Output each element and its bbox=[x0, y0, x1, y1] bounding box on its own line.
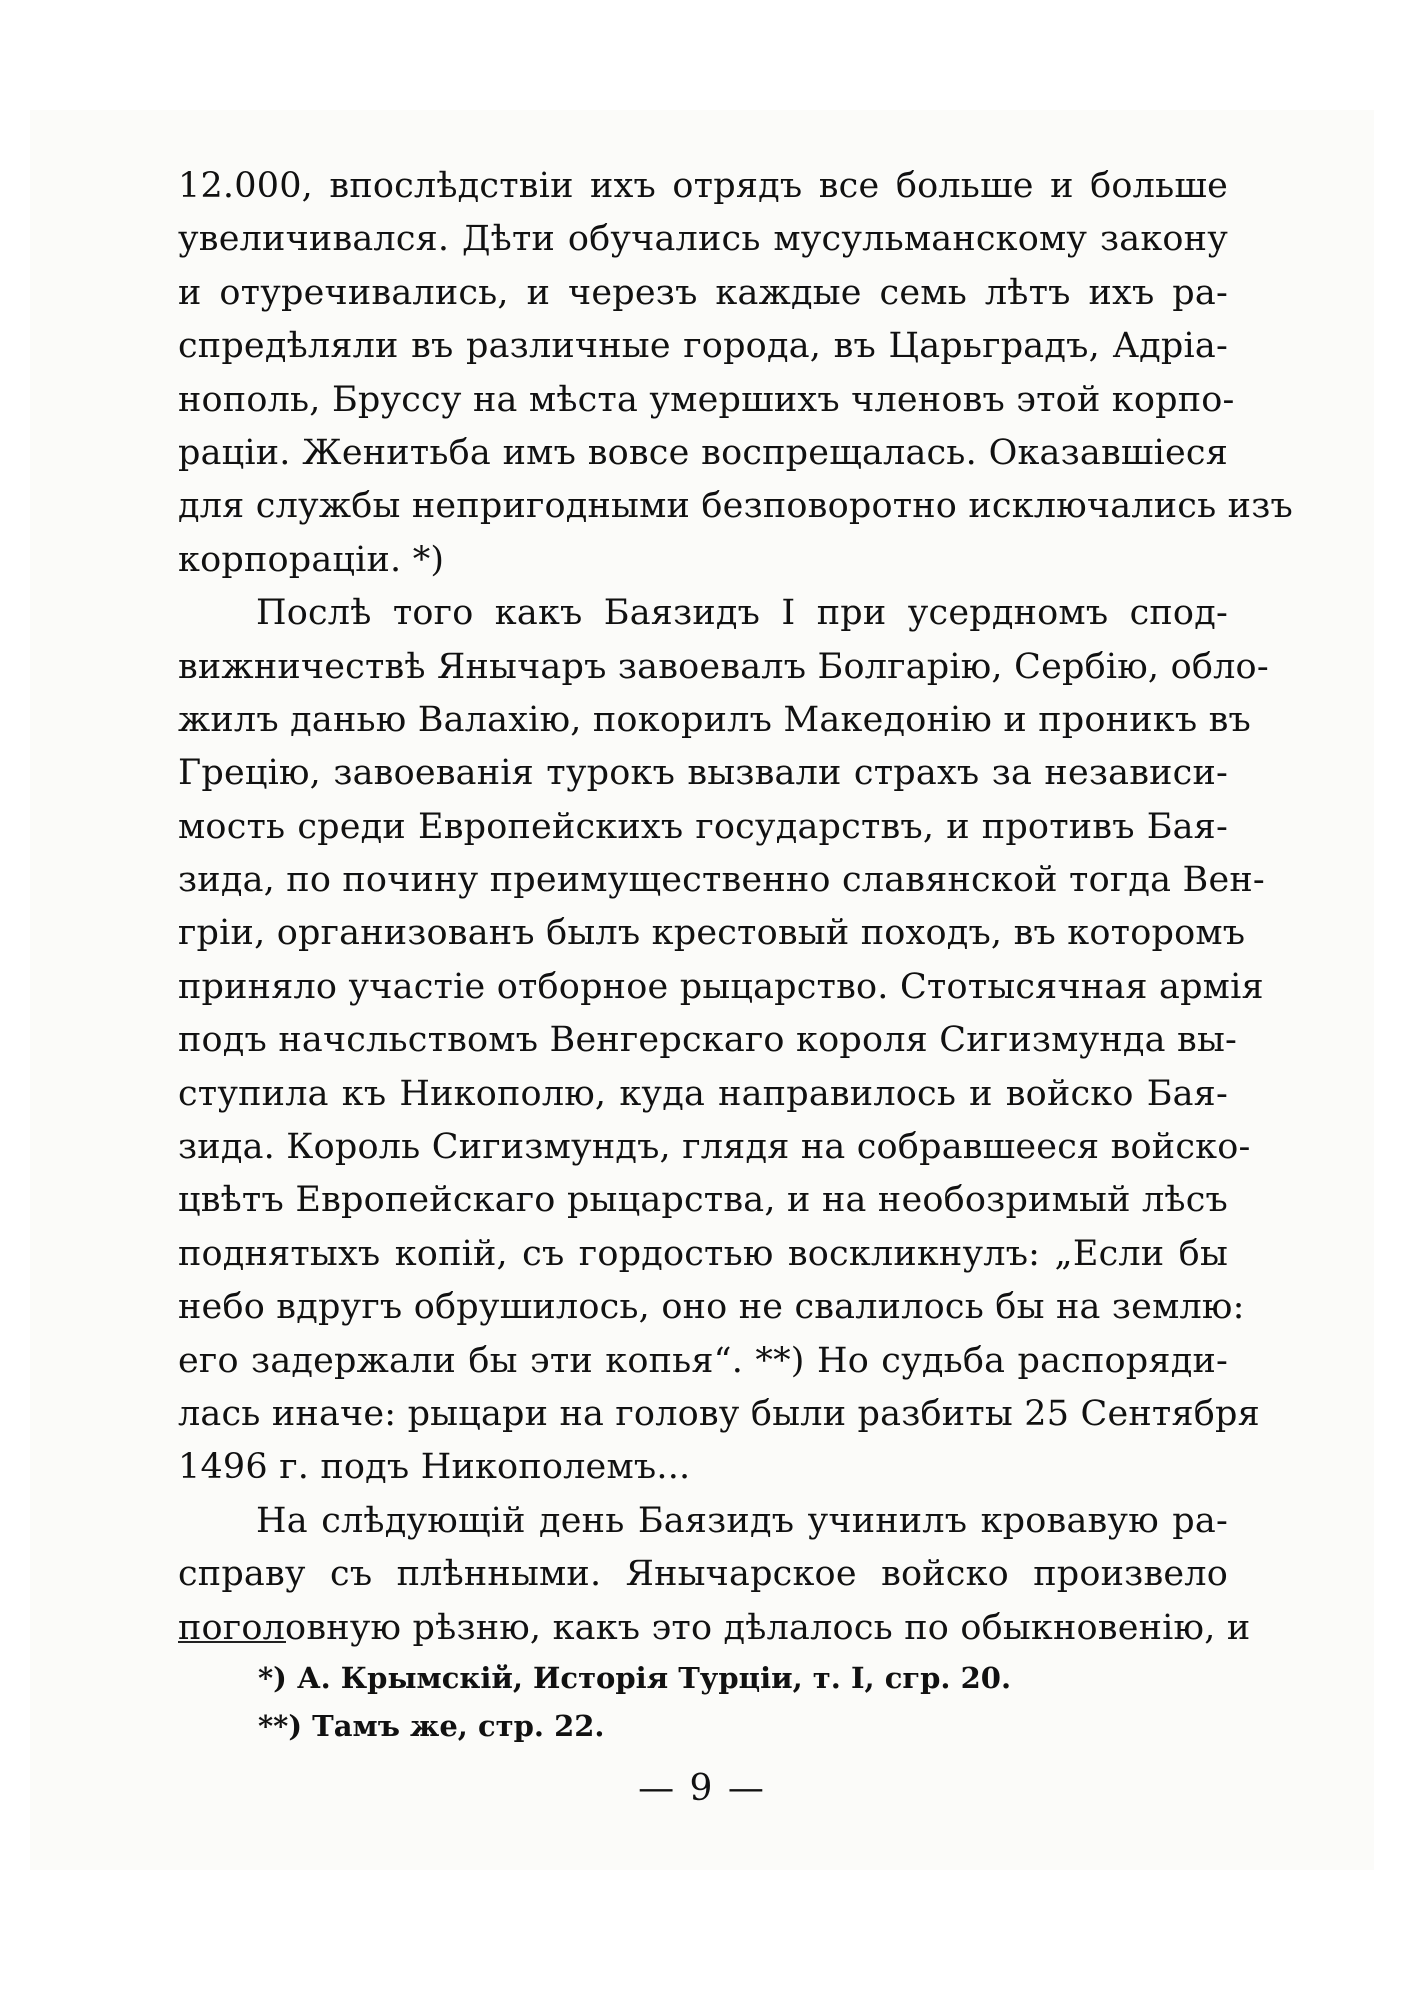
text-line: цвѣтъ Европейскаго рыцарства, и на необозримый лѣсъ bbox=[178, 1180, 1228, 1221]
text-line: подъ начсльствомъ Венгерскаго короля Сигизмунда вы- bbox=[178, 1020, 1238, 1061]
text-line: его задержали бы эти копья“. **) Но судьба распоряди- bbox=[178, 1340, 1228, 1381]
text-line: раціи. Женитьба имъ вовсе воспрещалась. Оказавшіеся bbox=[178, 432, 1228, 473]
page-number: — 9 — bbox=[638, 1768, 766, 1809]
text-line: спредѣляли въ различные города, въ Царьградъ, Адріа- bbox=[178, 326, 1228, 367]
footnote: **) Тамъ же, стр. 22. bbox=[258, 1709, 605, 1743]
text-line: жилъ данью Валахію, покорилъ Македонію и проникъ въ bbox=[178, 699, 1251, 740]
text-line: справу съ плѣнными. Янычарское войско произвело bbox=[178, 1554, 1228, 1595]
text-line: нополь, Бруссу на мѣста умершихъ членовъ этой корпо- bbox=[178, 379, 1235, 420]
text-line: и отуречивались, и черезъ каждые семь лѣтъ ихъ ра- bbox=[178, 272, 1228, 313]
text-line: ступила къ Никополю, куда направилось и войско Бая- bbox=[178, 1073, 1228, 1114]
text-line: зида, по почину преимущественно славянской тогда Вен- bbox=[178, 860, 1265, 901]
text-line: поголовную рѣзню, какъ это дѣлалось по обыкновенію, и bbox=[178, 1607, 1251, 1648]
text-line: На слѣдующій день Баязидъ учинилъ кровавую ра- bbox=[256, 1500, 1228, 1541]
footnote: *) А. Крымскій, Исторія Турціи, т. I, сгр. 20. bbox=[258, 1661, 1012, 1695]
text-line: мость среди Европейскихъ государствъ, и противъ Бая- bbox=[178, 806, 1228, 847]
text-line: гріи, организованъ былъ крестовый походъ, въ которомъ bbox=[178, 913, 1246, 954]
text-line: Послѣ того какъ Баязидъ I при усердномъ спод- bbox=[256, 593, 1228, 634]
footnotes bbox=[258, 1654, 1158, 1750]
text-line: увеличивался. Дѣти обучались мусульманскому закону bbox=[178, 219, 1228, 260]
text-line: вижничествѣ Янычаръ завоевалъ Болгарію, Сербію, обло- bbox=[178, 646, 1269, 687]
text-line: небо вдругъ обрушилось, оно не свалилось бы на землю: bbox=[178, 1287, 1245, 1328]
footnote-divider bbox=[178, 1641, 286, 1643]
text-line: корпораціи. *) bbox=[178, 539, 445, 580]
text-line: 1496 г. подъ Никополемъ... bbox=[178, 1447, 691, 1488]
text-line: 12.000, впослѣдствіи ихъ отрядъ все больше и больше bbox=[178, 166, 1228, 206]
text-line: поднятыхъ копій, съ гордостью воскликнулъ: „Если бы bbox=[178, 1233, 1228, 1274]
body-text bbox=[178, 160, 1293, 1655]
text-line: зида. Король Сигизмундъ, глядя на собравшееся войско- bbox=[178, 1127, 1251, 1168]
text-line: для службы непригодными безповоротно исключались изъ bbox=[178, 486, 1293, 527]
text-line: приняло участіе отборное рыцарство. Стотысячная армія bbox=[178, 966, 1264, 1007]
text-line: Грецію, завоеванія турокъ вызвали страхъ за независи- bbox=[178, 753, 1228, 794]
text-line: лась иначе: рыцари на голову были разбиты 25 Сентября bbox=[178, 1393, 1260, 1434]
